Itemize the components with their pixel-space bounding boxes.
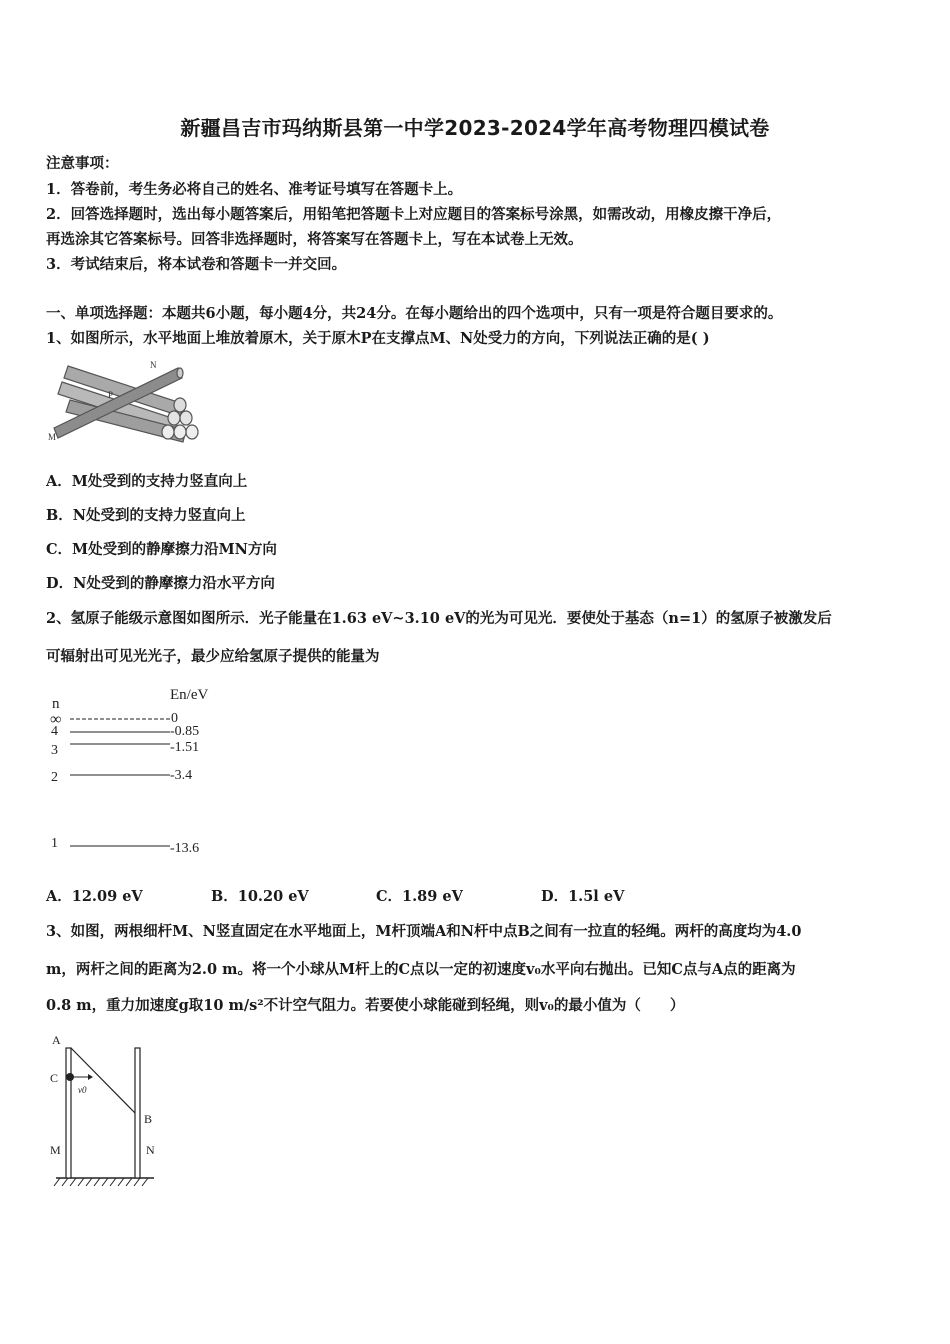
label-n: N xyxy=(146,1143,155,1157)
label-a: A xyxy=(52,1033,61,1047)
diagram-n-label: n xyxy=(52,696,60,712)
label-m: M xyxy=(50,1143,61,1157)
q1-option-b: B．N处受到的支持力竖直向上 xyxy=(46,507,246,524)
page-title: 新疆昌吉市玛纳斯县第一中学2023-2024学年高考物理四模试卷 xyxy=(180,116,770,140)
q2-option-c: C．1.89 eV xyxy=(376,888,463,905)
q3-stem-line1: 3、如图，两根细杆M、N竖直固定在水平地面上，M杆顶端A和N杆中点B之间有一拉直的轻绳。两杆的高度均为4.0 xyxy=(46,923,802,940)
rope xyxy=(71,1048,135,1113)
level-2-e: -3.4 xyxy=(170,768,193,783)
level-2-n: 2 xyxy=(51,770,58,785)
logs-label-m: M xyxy=(48,432,57,442)
q2-option-b: B．10.20 eV xyxy=(211,888,309,905)
logs-label-p: P xyxy=(108,390,114,400)
section-heading: 一、单项选择题：本题共6小题，每小题4分，共24分。在每小题给出的四个选项中，只有一项是符合题目要求的。 xyxy=(46,305,783,322)
rods-figure xyxy=(46,1032,166,1192)
q3-stem-line3: 0.8 m，重力加速度g取10 m/s²不计空气阻力。若要使小球能碰到轻绳，则v₀的最小值为（ ） xyxy=(46,997,685,1014)
notice-item-3: 3．考试结束后，将本试卷和答题卡一并交回。 xyxy=(46,256,347,273)
level-4-n: 4 xyxy=(51,724,58,739)
level-1-n: 1 xyxy=(51,836,58,851)
level-1-e: -13.6 xyxy=(170,841,200,856)
q1-option-a: A．M处受到的支持力竖直向上 xyxy=(46,473,248,490)
label-c: C xyxy=(50,1071,59,1085)
energy-level-diagram xyxy=(46,682,226,862)
q2-option-d: D．1.5l eV xyxy=(541,888,625,905)
q2-stem-line2: 可辐射出可见光光子，最少应给氢原子提供的能量为 xyxy=(46,648,380,665)
level-inf-e: 0 xyxy=(171,711,178,726)
rod-m xyxy=(66,1048,71,1178)
diagram-e-label: En/eV xyxy=(170,687,209,703)
notice-item-2: 2．回答选择题时，选出每小题答案后，用铅笔把答题卡上对应题目的答案标号涂黑，如需改动，用橡皮擦干净后， xyxy=(46,206,782,223)
notice-item-2-cont: 再选涂其它答案标号。回答非选择题时，将答案写在答题卡上，写在本试卷上无效。 xyxy=(46,231,583,248)
logs-label-n: N xyxy=(150,360,157,370)
q1-option-d: D．N处受到的静摩擦力沿水平方向 xyxy=(46,575,275,592)
level-3-e: -1.51 xyxy=(170,740,200,755)
label-v0: v0 xyxy=(78,1085,87,1095)
notice-heading: 注意事项： xyxy=(46,155,119,172)
label-b: B xyxy=(144,1112,153,1126)
logs-figure xyxy=(46,358,201,444)
ball xyxy=(66,1073,74,1081)
q2-stem-line1: 2、氢原子能级示意图如图所示．光子能量在1.63 eV~3.10 eV的光为可见光．要使处于基态（n=1）的氢原子被激发后 xyxy=(46,610,832,627)
q1-stem: 1、如图所示，水平地面上堆放着原木，关于原木P在支撑点M、N处受力的方向，下列说法正确的是( ) xyxy=(46,330,710,347)
notice-item-1: 1．答卷前，考生务必将自己的姓名、准考证号填写在答题卡上。 xyxy=(46,181,463,198)
q1-option-c: C．M处受到的静摩擦力沿MN方向 xyxy=(46,541,277,558)
level-inf-n: ∞ xyxy=(50,711,62,728)
q2-option-a: A．12.09 eV xyxy=(46,888,143,905)
level-3-n: 3 xyxy=(51,743,58,758)
q3-stem-line2: m，两杆之间的距离为2.0 m。将一个小球从M杆上的C点以一定的初速度v₀水平向右抛出。已知C点与A点的距离为 xyxy=(46,961,796,978)
level-4-e: -0.85 xyxy=(170,724,200,739)
rod-n xyxy=(135,1048,140,1178)
